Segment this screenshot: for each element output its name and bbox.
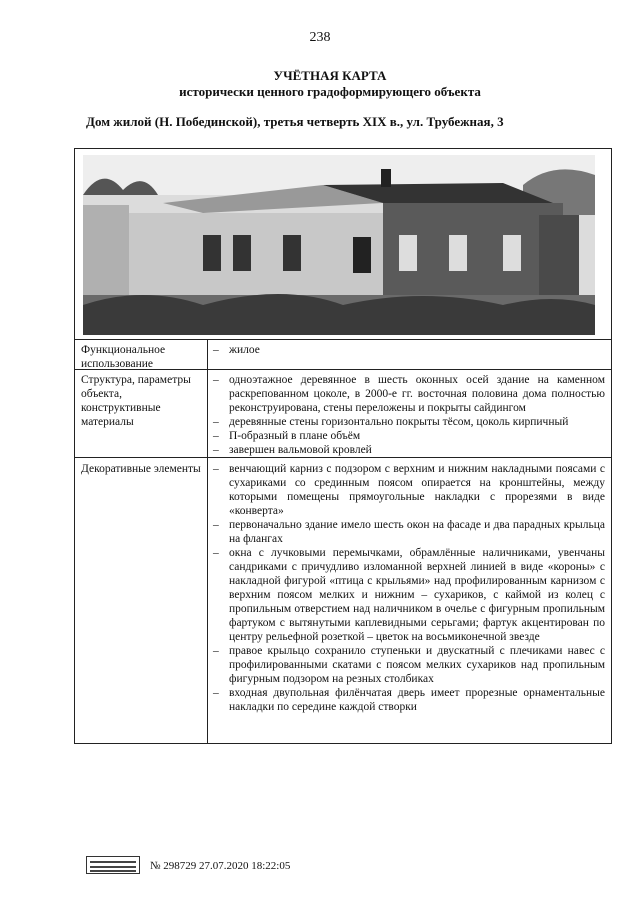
row-label: Структура, параметры объекта, конструктивные материалы <box>81 374 191 428</box>
row-function <box>75 339 611 369</box>
row-content <box>213 343 605 357</box>
row-structure <box>75 369 611 457</box>
list-item: – жилое <box>213 343 605 357</box>
list-item: – венчающий карниз с подзором с верхним и нижним накладными поясами с сухариками со срединным поясом опирается на кронштейны, между которыми помещены прямоугольные накладки с прорезями в виде «конверта» <box>213 462 605 518</box>
registration-card <box>74 148 612 744</box>
document-title <box>0 68 640 100</box>
title-main: УЧЁТНАЯ КАРТА <box>273 68 387 83</box>
list-item: – первоначально здание имело шесть окон на фасаде и два парадных крыльца на флангах <box>213 518 605 546</box>
list-item: – завершен вальмовой кровлей <box>213 443 605 457</box>
list-item: – входная двупольная филёнчатая дверь имеет прорезные орнаментальные накладки по середине каждой створки <box>213 686 605 714</box>
list-item: – одноэтажное деревянное в шесть оконных осей здание на каменном раскрепованном цоколе, в 2000-е гг. восточная половина дома полностью реконструирована, стены переложены и покрыты сайдингом <box>213 373 605 415</box>
row-content <box>213 373 605 457</box>
row-decor <box>75 457 611 745</box>
title-subtitle: исторически ценного градоформирующего объекта <box>179 84 481 99</box>
list-item: – П-образный в плане объём <box>213 429 605 443</box>
row-content <box>213 462 605 714</box>
list-item: – деревянные стены горизонтально покрыты тёсом, цоколь кирпичный <box>213 415 605 429</box>
building-photo <box>83 155 595 335</box>
document-reference: № 298729 27.07.2020 18:22:05 <box>150 860 291 872</box>
row-label: Функциональное использование <box>81 344 166 370</box>
list-item: – окна с лучковыми перемычками, обрамлённые наличниками, увенчаны сандриками с причудливо изломанной верхней линией в виде «короны» с накладной фигурой «птица с крыльями» над профилированным карнизом с верхним поясом мелких и нижним – сухариков, с каймой из колец с пропильным отверстием над наличником в очелье с фигурным пропильным фартуком с вытянутыми каплевидными серьгами; фартук акцентирован по центру рельефной розеткой – цветок на восьмиконечной звезде <box>213 546 605 644</box>
list-item: – правое крыльцо сохранило ступеньки и двускатный с плечиками навес с профилированными скатами с поясом мелких сухариков над пропильным фигурным подзором на резных столбиках <box>213 644 605 686</box>
object-name: Дом жилой (Н. Побединской), третья четверть XIX в., ул. Трубежная, 3 <box>86 114 504 129</box>
page-number: 238 <box>309 30 331 45</box>
archive-stamp <box>86 856 140 874</box>
row-label: Декоративные элементы <box>81 463 201 475</box>
